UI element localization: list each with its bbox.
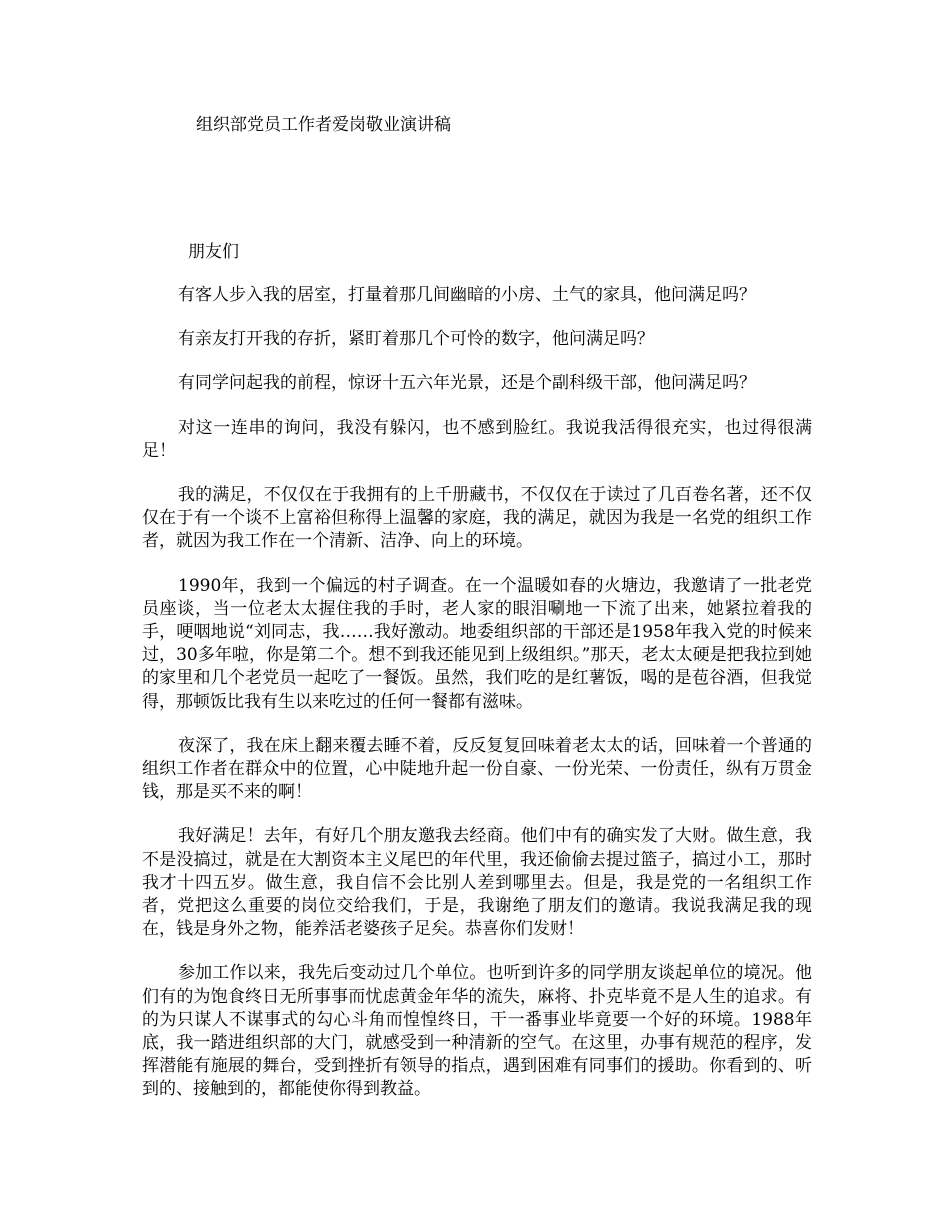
paragraph: 夜深了，我在床上翻来覆去睡不着，反反复复回味着老太太的话，回味着一个普通的组织工作者在群众中的位置，心中陡地升起一份自豪、一份光荣、一份责任，纵有万贯金钱，那是买不来的啊！ xyxy=(142,735,812,803)
paragraph: 有客人步入我的居室，打量着那几间幽暗的小房、土气的家具，他问满足吗？ xyxy=(178,285,756,305)
paragraph: 我好满足！去年，有好几个朋友邀我去经商。他们中有的确实发了大财。做生意，我不是没搞过，就是在大割资本主义尾巴的年代里，我还偷偷去提过篮子，搞过小工，那时我才十四五岁。做生意，我自信不会比别人差到哪里去。但是，我是党的一名组织工作者，党把这么重要的岗位交给我们，于是，我谢绝了朋友们的邀请。我说我满足我的现在，钱是身外之物，能养活老婆孩子足矣。恭喜你们发财！ xyxy=(142,826,812,940)
paragraph: 参加工作以来，我先后变动过几个单位。也听到许多的同学朋友谈起单位的境况。他们有的为饱食终日无所事事而忧虑黄金年华的流失，麻将、扑克毕竟不是人生的追求。有的为只谋人不谋事式的勾心斗角而惶惶终日，干一番事业毕竟要一个好的环境。1988年底，我一踏进组织部的大门，就感受到一种清新的空气。在这里，办事有规范的程序，发挥潜能有施展的舞台，受到挫折有领导的指点，遇到困难有同事们的援助。你看到的、听到的、接触到的，都能使你得到教益。 xyxy=(142,963,812,1100)
paragraph: 有亲友打开我的存折，紧盯着那几个可怜的数字，他问满足吗？ xyxy=(178,329,654,350)
document-body xyxy=(142,284,812,1123)
paragraph: 我的满足，不仅仅在于我拥有的上千册藏书，不仅仅在于读过了几百卷名著，还不仅仅在于有一个谈不上富裕但称得上温馨的家庭，我的满足，就因为我是一名党的组织工作者，就因为我工作在一个清新、洁净、向上的环境。 xyxy=(142,485,812,552)
greeting: 朋友们 xyxy=(188,242,239,262)
paragraph: 对这一连串的询问，我没有躲闪，也不感到脸红。我说我活得很充实，也过得很满足！ xyxy=(142,417,812,461)
paragraph: 有同学问起我的前程，惊讶十五六年光景，还是个副科级干部，他问满足吗？ xyxy=(178,373,756,394)
document-title: 组织部党员工作者爱岗敬业演讲稿 xyxy=(196,115,451,135)
paragraph: 1990年，我到一个偏远的村子调查。在一个温暖如春的火塘边，我邀请了一批老党员座谈，当一位老太太握住我的手时，老人家的眼泪唰地一下流了出来，她紧拉着我的手，哽咽地说“刘同志，我……我好激动。地委组织部的干部还是1958年我入党的时候来过，30多年啦，你是第二个。想不到我还能见到上级组织。”那天，老太太硬是把我拉到她的家里和几个老党员一起吃了一餐饭。虽然，我们吃的是红薯饭，喝的是苞谷酒，但我觉得，那顿饭比我有生以来吃过的任何一餐都有滋味。 xyxy=(142,575,812,712)
